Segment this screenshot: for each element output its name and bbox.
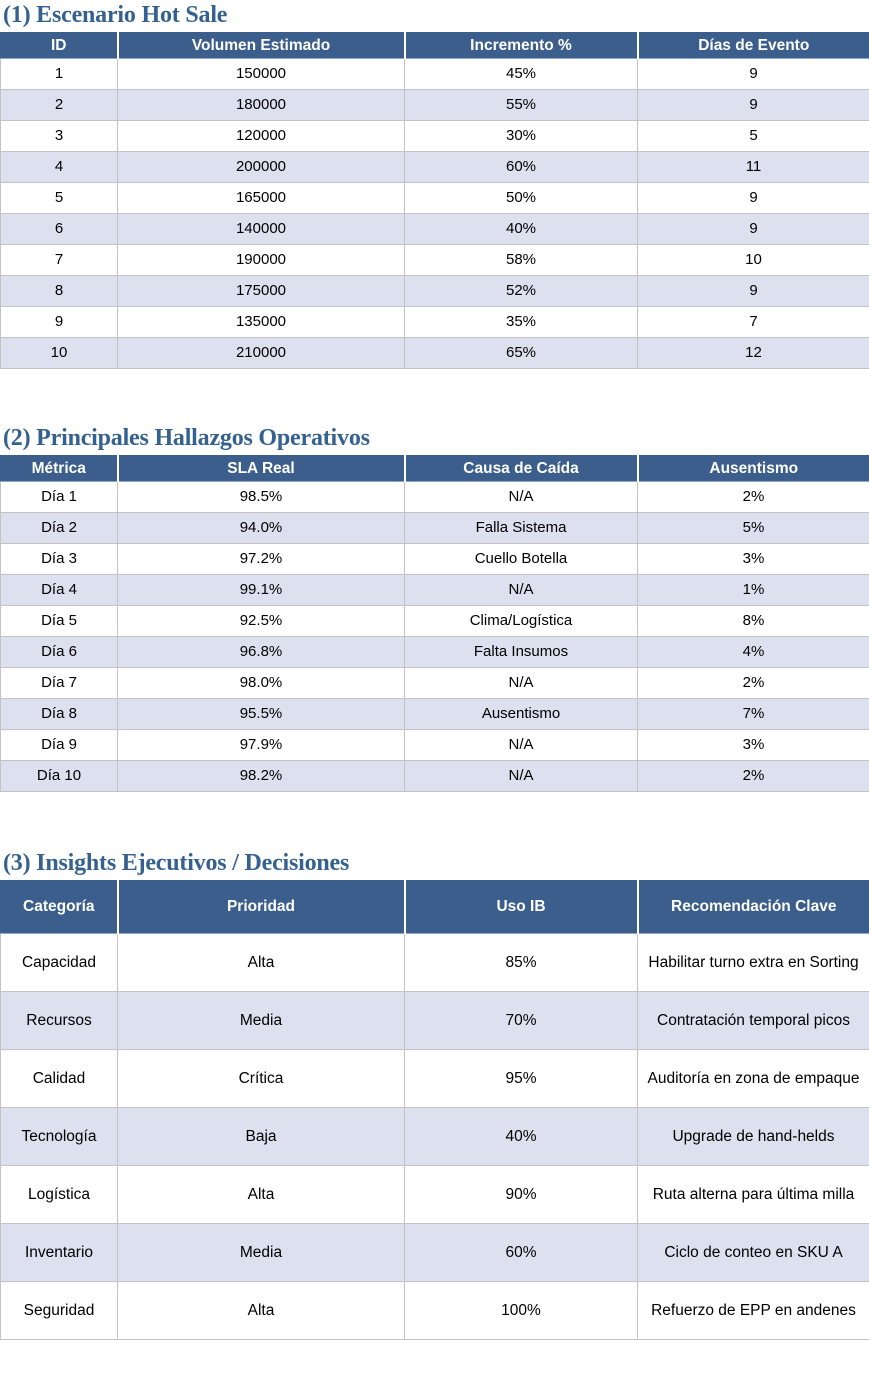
cell-recomendacion: Upgrade de hand-helds xyxy=(638,1108,869,1166)
cell-causa: Falta Insumos xyxy=(405,637,638,668)
column-header-volumen-estimado[interactable]: Volumen Estimado xyxy=(118,33,405,59)
cell-prioridad: Media xyxy=(118,1224,405,1282)
cell-categoria: Calidad xyxy=(1,1050,118,1108)
cell-id: 10 xyxy=(1,338,118,369)
table-row xyxy=(1,214,869,245)
cell-prioridad: Crítica xyxy=(118,1050,405,1108)
cell-incremento: 55% xyxy=(405,90,638,121)
cell-metrica: Día 8 xyxy=(1,699,118,730)
table-hallazgos-operativos xyxy=(0,455,869,792)
table-row xyxy=(1,575,869,606)
column-header-incremento[interactable]: Incremento % xyxy=(405,33,638,59)
cell-dias: 9 xyxy=(638,90,869,121)
cell-prioridad: Baja xyxy=(118,1108,405,1166)
column-header-metrica[interactable]: Métrica xyxy=(1,456,118,482)
cell-id: 9 xyxy=(1,307,118,338)
cell-volumen: 165000 xyxy=(118,183,405,214)
column-header-id[interactable]: ID xyxy=(1,33,118,59)
cell-metrica: Día 7 xyxy=(1,668,118,699)
cell-id: 1 xyxy=(1,59,118,90)
cell-ausentismo: 4% xyxy=(638,637,869,668)
section-1-heading: (1) Escenario Hot Sale xyxy=(3,2,228,28)
cell-sla: 97.2% xyxy=(118,544,405,575)
cell-uso-ib: 90% xyxy=(405,1166,638,1224)
cell-causa: Clima/Logística xyxy=(405,606,638,637)
cell-volumen: 180000 xyxy=(118,90,405,121)
cell-sla: 98.0% xyxy=(118,668,405,699)
column-header-sla-real[interactable]: SLA Real xyxy=(118,456,405,482)
table-row xyxy=(1,934,869,992)
table-row xyxy=(1,276,869,307)
table-row xyxy=(1,513,869,544)
table-row xyxy=(1,482,869,513)
cell-causa: Falla Sistema xyxy=(405,513,638,544)
cell-ausentismo: 3% xyxy=(638,730,869,761)
column-header-uso-ib[interactable]: Uso IB xyxy=(405,881,638,934)
cell-id: 6 xyxy=(1,214,118,245)
cell-sla: 98.2% xyxy=(118,761,405,792)
cell-ausentismo: 2% xyxy=(638,482,869,513)
table-row xyxy=(1,152,869,183)
column-header-dias-de-evento[interactable]: Días de Evento xyxy=(638,33,869,59)
cell-causa: N/A xyxy=(405,761,638,792)
cell-metrica: Día 6 xyxy=(1,637,118,668)
cell-dias: 7 xyxy=(638,307,869,338)
cell-causa: N/A xyxy=(405,575,638,606)
cell-sla: 97.9% xyxy=(118,730,405,761)
cell-id: 5 xyxy=(1,183,118,214)
cell-categoria: Inventario xyxy=(1,1224,118,1282)
table-header-row xyxy=(1,33,869,59)
cell-recomendacion: Auditoría en zona de empaque xyxy=(638,1050,869,1108)
table-row xyxy=(1,245,869,276)
cell-sla: 95.5% xyxy=(118,699,405,730)
cell-causa: Cuello Botella xyxy=(405,544,638,575)
table-row xyxy=(1,338,869,369)
cell-causa: Ausentismo xyxy=(405,699,638,730)
cell-ausentismo: 2% xyxy=(638,668,869,699)
cell-ausentismo: 2% xyxy=(638,761,869,792)
column-header-ausentismo[interactable]: Ausentismo xyxy=(638,456,869,482)
cell-ausentismo: 3% xyxy=(638,544,869,575)
cell-uso-ib: 95% xyxy=(405,1050,638,1108)
column-header-prioridad[interactable]: Prioridad xyxy=(118,881,405,934)
cell-recomendacion: Habilitar turno extra en Sorting xyxy=(638,934,869,992)
cell-incremento: 35% xyxy=(405,307,638,338)
table-row xyxy=(1,606,869,637)
cell-incremento: 40% xyxy=(405,214,638,245)
cell-metrica: Día 9 xyxy=(1,730,118,761)
cell-recomendacion: Refuerzo de EPP en andenes xyxy=(638,1282,869,1340)
cell-ausentismo: 5% xyxy=(638,513,869,544)
table-row xyxy=(1,992,869,1050)
cell-id: 3 xyxy=(1,121,118,152)
cell-metrica: Día 5 xyxy=(1,606,118,637)
cell-sla: 92.5% xyxy=(118,606,405,637)
table-row xyxy=(1,307,869,338)
table-row xyxy=(1,699,869,730)
table-row xyxy=(1,1282,869,1340)
cell-id: 4 xyxy=(1,152,118,183)
cell-recomendacion: Contratación temporal picos xyxy=(638,992,869,1050)
cell-dias: 9 xyxy=(638,183,869,214)
cell-categoria: Tecnología xyxy=(1,1108,118,1166)
cell-uso-ib: 60% xyxy=(405,1224,638,1282)
section-escenario-hot-sale xyxy=(0,2,869,369)
section-insights-ejecutivos xyxy=(0,850,869,1340)
cell-incremento: 58% xyxy=(405,245,638,276)
table-row xyxy=(1,1050,869,1108)
cell-sla: 94.0% xyxy=(118,513,405,544)
table-row xyxy=(1,637,869,668)
cell-uso-ib: 85% xyxy=(405,934,638,992)
cell-prioridad: Alta xyxy=(118,1282,405,1340)
cell-categoria: Recursos xyxy=(1,992,118,1050)
cell-volumen: 190000 xyxy=(118,245,405,276)
cell-categoria: Capacidad xyxy=(1,934,118,992)
cell-volumen: 210000 xyxy=(118,338,405,369)
cell-uso-ib: 100% xyxy=(405,1282,638,1340)
cell-prioridad: Alta xyxy=(118,1166,405,1224)
cell-incremento: 65% xyxy=(405,338,638,369)
cell-volumen: 200000 xyxy=(118,152,405,183)
cell-dias: 9 xyxy=(638,59,869,90)
section-3-heading: (3) Insights Ejecutivos / Decisiones xyxy=(3,850,350,876)
cell-id: 7 xyxy=(1,245,118,276)
cell-sla: 99.1% xyxy=(118,575,405,606)
table-row xyxy=(1,121,869,152)
cell-metrica: Día 10 xyxy=(1,761,118,792)
cell-metrica: Día 2 xyxy=(1,513,118,544)
cell-metrica: Día 1 xyxy=(1,482,118,513)
cell-dias: 10 xyxy=(638,245,869,276)
cell-volumen: 150000 xyxy=(118,59,405,90)
table-row xyxy=(1,1166,869,1224)
cell-ausentismo: 1% xyxy=(638,575,869,606)
cell-causa: N/A xyxy=(405,482,638,513)
table-row xyxy=(1,544,869,575)
table-header-row xyxy=(1,881,869,934)
cell-ausentismo: 8% xyxy=(638,606,869,637)
cell-sla: 96.8% xyxy=(118,637,405,668)
section-gap-2 xyxy=(0,792,869,850)
cell-incremento: 45% xyxy=(405,59,638,90)
table-row xyxy=(1,59,869,90)
cell-recomendacion: Ruta alterna para última milla xyxy=(638,1166,869,1224)
table-row xyxy=(1,730,869,761)
section-gap-1 xyxy=(0,369,869,425)
column-header-recomendacion-clave[interactable]: Recomendación Clave xyxy=(638,881,869,934)
cell-id: 8 xyxy=(1,276,118,307)
cell-metrica: Día 3 xyxy=(1,544,118,575)
cell-prioridad: Media xyxy=(118,992,405,1050)
cell-dias: 5 xyxy=(638,121,869,152)
cell-incremento: 60% xyxy=(405,152,638,183)
table-row xyxy=(1,90,869,121)
cell-categoria: Logística xyxy=(1,1166,118,1224)
table-row xyxy=(1,761,869,792)
cell-dias: 9 xyxy=(638,214,869,245)
cell-causa: N/A xyxy=(405,730,638,761)
table-header-row xyxy=(1,456,869,482)
cell-incremento: 52% xyxy=(405,276,638,307)
cell-categoria: Seguridad xyxy=(1,1282,118,1340)
section-2-heading: (2) Principales Hallazgos Operativos xyxy=(3,425,370,451)
table-row xyxy=(1,668,869,699)
table-escenario-hot-sale xyxy=(0,32,869,369)
cell-prioridad: Alta xyxy=(118,934,405,992)
cell-incremento: 50% xyxy=(405,183,638,214)
cell-uso-ib: 70% xyxy=(405,992,638,1050)
cell-incremento: 30% xyxy=(405,121,638,152)
cell-sla: 98.5% xyxy=(118,482,405,513)
cell-causa: N/A xyxy=(405,668,638,699)
table-row xyxy=(1,1108,869,1166)
cell-volumen: 175000 xyxy=(118,276,405,307)
section-hallazgos-operativos xyxy=(0,425,869,792)
column-header-causa-de-caida[interactable]: Causa de Caída xyxy=(405,456,638,482)
cell-ausentismo: 7% xyxy=(638,699,869,730)
cell-volumen: 140000 xyxy=(118,214,405,245)
table-row xyxy=(1,183,869,214)
table-insights-ejecutivos xyxy=(0,880,869,1340)
column-header-categoria[interactable]: Categoría xyxy=(1,881,118,934)
cell-dias: 12 xyxy=(638,338,869,369)
cell-id: 2 xyxy=(1,90,118,121)
table-row xyxy=(1,1224,869,1282)
cell-volumen: 135000 xyxy=(118,307,405,338)
cell-volumen: 120000 xyxy=(118,121,405,152)
cell-dias: 9 xyxy=(638,276,869,307)
cell-metrica: Día 4 xyxy=(1,575,118,606)
cell-uso-ib: 40% xyxy=(405,1108,638,1166)
cell-dias: 11 xyxy=(638,152,869,183)
cell-recomendacion: Ciclo de conteo en SKU A xyxy=(638,1224,869,1282)
